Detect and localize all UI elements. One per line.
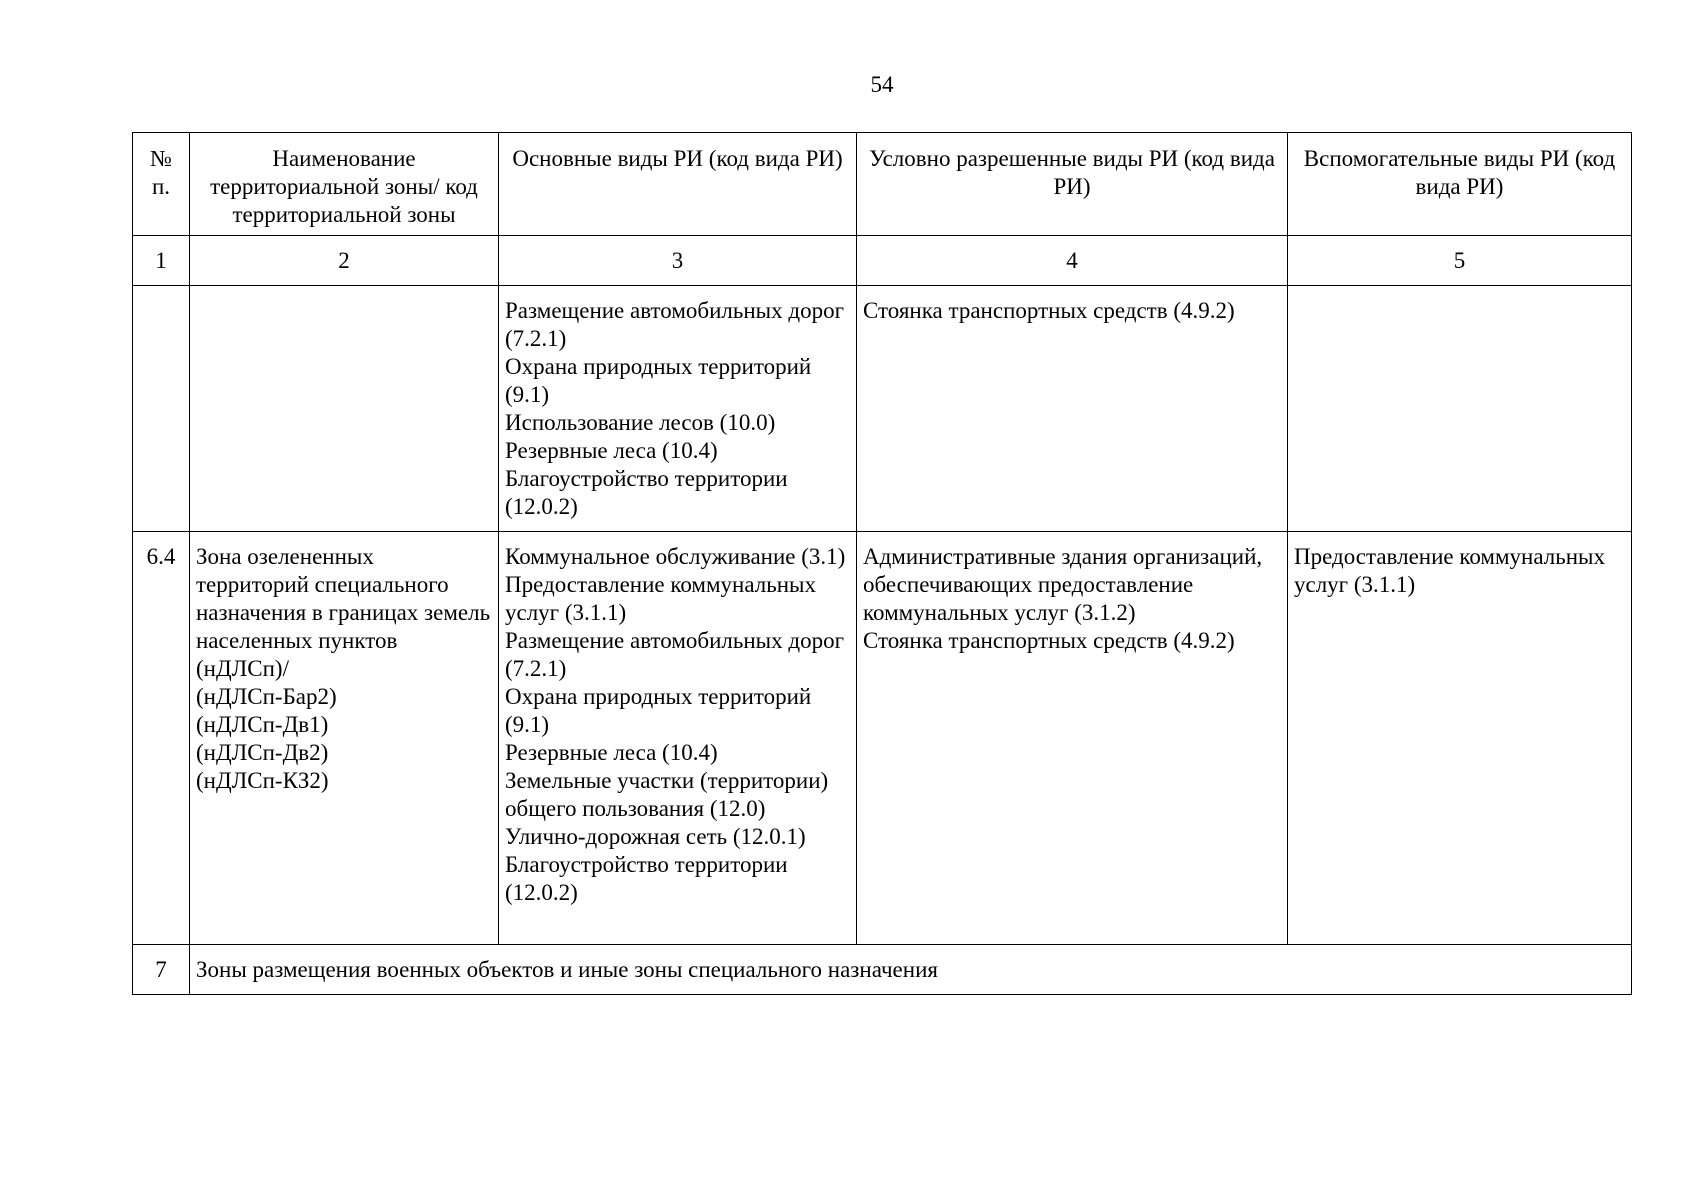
- main-use-item: Охрана природных территорий (9.1): [505, 354, 812, 407]
- conditional-uses-cell: [857, 532, 1288, 945]
- main-use-item: Использование лесов (10.0): [505, 410, 776, 435]
- table-row: [133, 286, 1632, 532]
- auxiliary-uses-cell: [1288, 532, 1632, 945]
- header-main-uses: Основные виды РИ (код вида РИ): [499, 133, 857, 236]
- main-use-item: Предоставление коммунальных услуг (3.1.1): [505, 572, 816, 625]
- header-auxiliary-uses: Вспомогательные виды РИ (код вида РИ): [1288, 133, 1632, 236]
- header-number: № п.: [133, 133, 190, 236]
- column-index: 4: [857, 236, 1288, 286]
- main-use-item: Благоустройство территории (12.0.2): [505, 852, 788, 905]
- zone-code-item: (нДЛСп-Дв2): [196, 740, 329, 765]
- column-index-row: [133, 236, 1632, 286]
- main-use-item: Улично-дорожная сеть (12.0.1): [505, 824, 806, 849]
- zone-code-item: (нДЛСп-КЗ2): [196, 768, 329, 793]
- auxiliary-use-item: Предоставление коммунальных услуг (3.1.1): [1294, 544, 1605, 597]
- section-row: [133, 945, 1632, 995]
- column-index: 3: [499, 236, 857, 286]
- zone-name-cell: [190, 286, 499, 532]
- section-title: Зоны размещения военных объектов и иные зоны специального назначения: [190, 945, 1632, 995]
- row-number: [133, 286, 190, 532]
- conditional-use-item: Стоянка транспортных средств (4.9.2): [863, 298, 1235, 323]
- page-number: 54: [870, 72, 894, 97]
- main-uses-cell: [499, 286, 857, 532]
- conditional-use-item: Стоянка транспортных средств (4.9.2): [863, 628, 1235, 653]
- main-use-item: Размещение автомобильных дорог (7.2.1): [505, 628, 845, 681]
- table-header-row: [133, 133, 1632, 236]
- main-uses-cell: [499, 532, 857, 945]
- zone-name-cell: [190, 532, 499, 945]
- header-conditional-uses: Условно разрешенные виды РИ (код вида РИ): [857, 133, 1288, 236]
- zone-code-item: (нДЛСп-Дв1): [196, 712, 329, 737]
- section-number: 7: [133, 945, 190, 995]
- main-use-item: Коммунальное обслуживание (3.1): [505, 544, 846, 569]
- conditional-use-item: Административные здания организаций, обеспечивающих предоставление коммунальных услуг (3.1.2): [863, 544, 1263, 625]
- column-index: 2: [190, 236, 499, 286]
- table-row: [133, 532, 1632, 945]
- zone-code-item: (нДЛСп-Бар2): [196, 684, 337, 709]
- main-use-item: Резервные леса (10.4): [505, 740, 718, 765]
- auxiliary-uses-cell: [1288, 286, 1632, 532]
- column-index: 5: [1288, 236, 1632, 286]
- zoning-table: [132, 132, 1632, 995]
- header-zone-name: Наименование территориальной зоны/ код территориальной зоны: [190, 133, 499, 236]
- main-use-item: Благоустройство территории (12.0.2): [505, 466, 788, 519]
- main-use-item: Земельные участки (территории) общего пользования (12.0): [505, 768, 829, 821]
- column-index: 1: [133, 236, 190, 286]
- main-use-item: Размещение автомобильных дорог (7.2.1): [505, 298, 845, 351]
- main-use-item: Охрана природных территорий (9.1): [505, 684, 812, 737]
- zone-name-item: Зона озелененных территорий специального назначения в границах земель населенных пунктов (нДЛСп)/: [196, 544, 491, 681]
- conditional-uses-cell: [857, 286, 1288, 532]
- main-use-item: Резервные леса (10.4): [505, 438, 718, 463]
- row-number: 6.4: [133, 532, 190, 945]
